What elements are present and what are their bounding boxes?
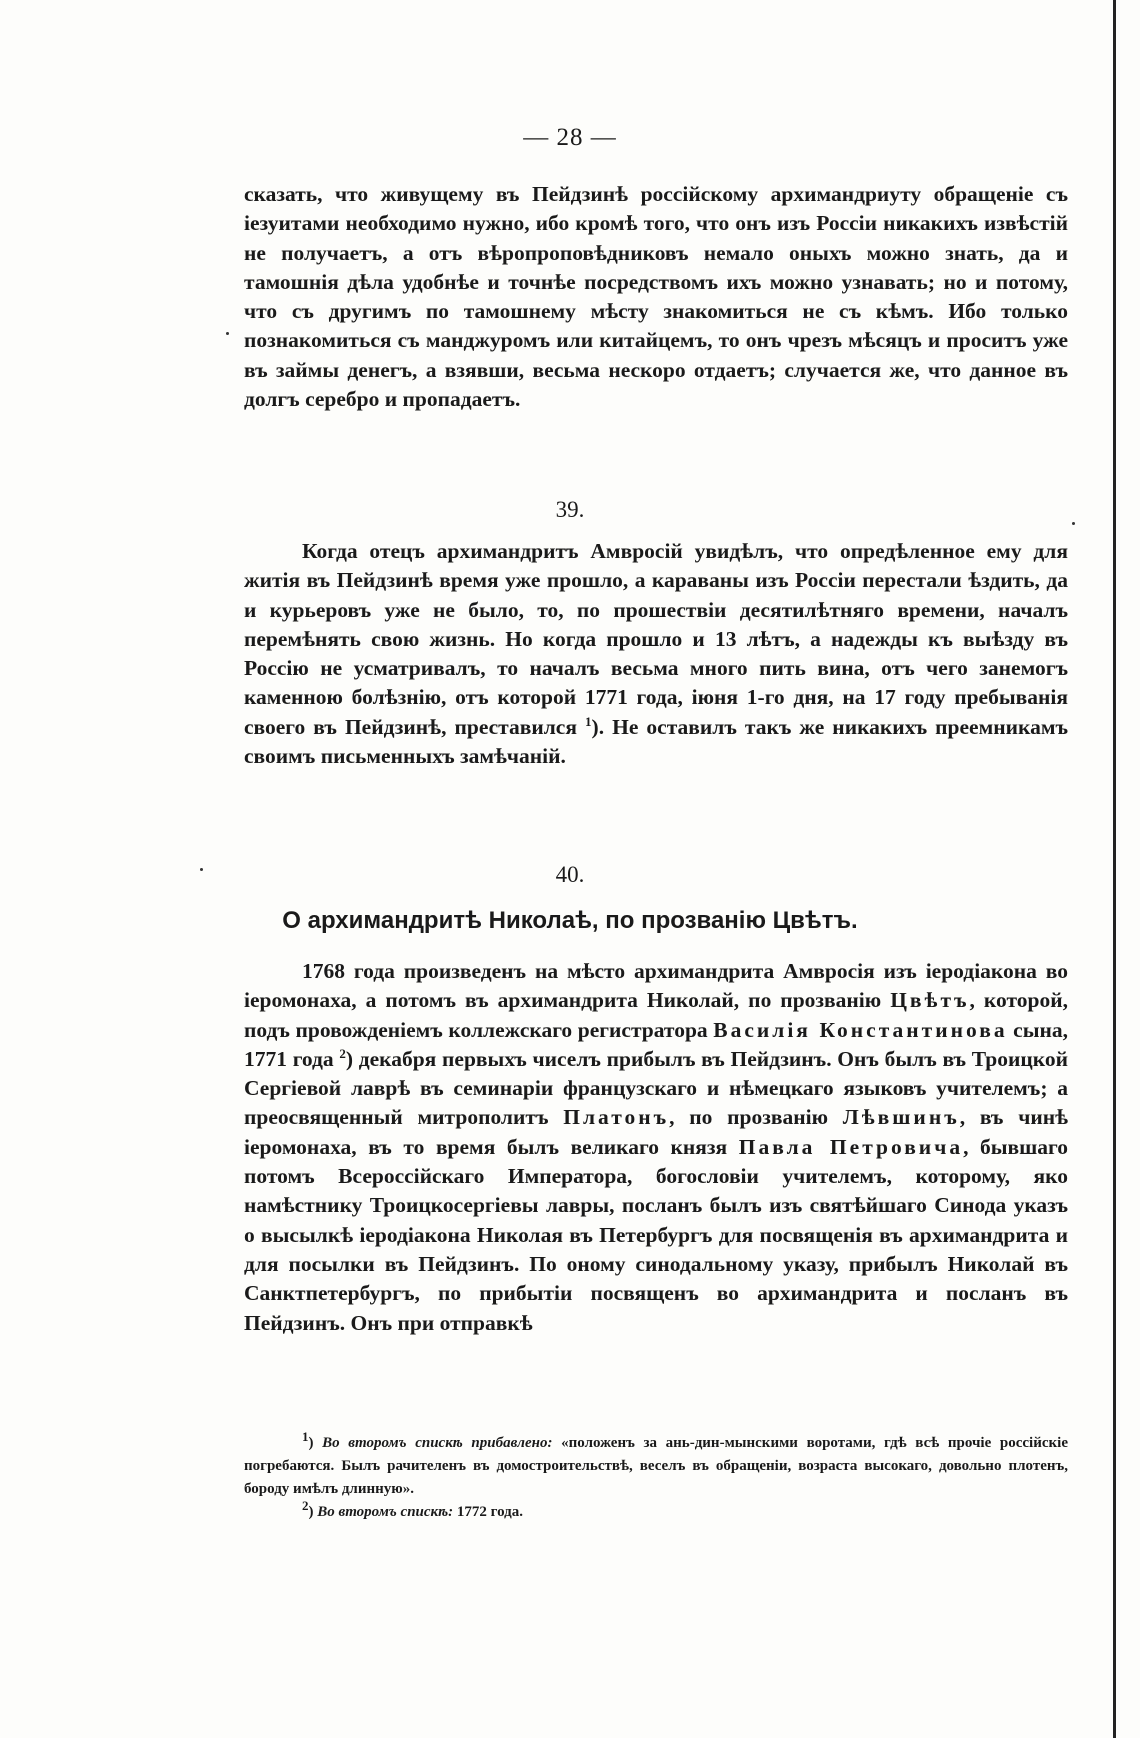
name-platon: Платонъ (563, 1105, 670, 1130)
paragraph-2-text-a: Когда отецъ архимандритъ Амвросій увидѣлъ, что опредѣленное ему для житія въ Пейдзинѣ время уже прошло, а караваны изъ Россіи перестали ѣздить, да и курьеровъ уже не было, то, по прошествіи десятилѣтняго времени, началъ перемѣнять свою жизнь. Но когда прошло и 13 лѣтъ, а надежды къ выѣзду въ Россію не усматривалъ, то началъ весьма много пить вина, отъ чего занемогъ каменною болѣзнію, отъ которой 1771 года, іюня 1-го дня, на 17 году пребыванія своего въ Пейдзинѣ, преставился (244, 539, 1068, 739)
footnote-2-label: Во второмъ спискѣ: (317, 1504, 454, 1520)
footnotes (244, 1429, 1068, 1524)
paragraph-3 (244, 957, 1068, 1338)
paragraph-3-text-a: 1768 года произведенъ на мѣсто архимандрита Амвросія изъ іеродіакона во іеромонаха, а потомъ въ архимандрита Николай, по прозванію (244, 959, 1068, 1013)
paragraph-3-text-e: , по прозванію (669, 1105, 829, 1130)
name-vasily-konstantinov: Василія Константинова (713, 1017, 1008, 1042)
paragraph-2-block (244, 537, 1068, 771)
name-pavel-petrovich: Павла Петровича (738, 1134, 964, 1159)
footnote-1: $^1$) Во второмъ спискѣ прибавлено: «положенъ за ань-дин-мынскими воротами, гдѣ всѣ прочіе россійскіе погребаются. Былъ рачителенъ въ домостроительствѣ, веселъ въ обращеніи, возраста высокаго, довольно плотенъ, бороду имѣлъ длинную». (244, 1429, 1068, 1497)
paragraph-1-block (244, 180, 1068, 414)
page-number: — 28 — (523, 124, 617, 151)
paragraph-2-text-b: ). Не оставилъ такъ же никакихъ преемникамъ своимъ письменныхъ замѣчаній. (244, 714, 1069, 769)
paragraph-3-block (244, 957, 1068, 1338)
paragraph-3-text-f: , въ чинѣ іеромонаха, въ то время былъ великаго князя (244, 1105, 1068, 1159)
section-number-39: 39. (555, 497, 585, 522)
section-heading: О архимандритѣ Николаѣ, по прозванію Цвѣтъ. (282, 907, 858, 934)
speck (226, 332, 229, 335)
footnote-1-label: Во второмъ спискѣ прибавлено: (322, 1435, 553, 1451)
footnote-2: $^2$) Во второмъ спискѣ: 1772 года. (302, 1498, 523, 1520)
section-number-40: 40. (555, 862, 585, 887)
footnote-2-mark: 2 (302, 1498, 309, 1513)
footnote-2-text: 1772 года. (456, 1504, 523, 1520)
footnote-ref-2: 2 (339, 1045, 346, 1061)
paragraph-3-text-g: , бывшаго потомъ Всероссійскаго Императора, богословіи учителемъ, которому, яко намѣстнику Троицкосергіевы лавры, посланъ былъ изъ святѣйшаго Синода указъ о высылкѣ іеродіакона Николая въ Петербургъ для посвященія въ архимандрита и для посылки въ Пейдзинъ. По оному синодальному указу, прибылъ Николай въ Санктпетербургъ, по прибытіи посвященъ во архимандрита и посланъ въ Пейдзинъ. Онъ при отправкѣ (244, 1134, 1069, 1335)
paragraph-1: сказать, что живущему въ Пейдзинѣ россійскому архимандриуту обращеніе съ іезуитами необходимо нужно, ибо кромѣ того, что онъ изъ Россіи никакихъ извѣстій не получаетъ, а отъ вѣропроповѣдниковъ немало оныхъ можно знать, да и тамошнія дѣла удобнѣе и точнѣе посредствомъ ихъ можно узнавать; но и потому, что съ другимъ по тамошнему мѣсту знакомиться не съ кѣмъ. Ибо только познакомиться съ манджуромъ или китайцемъ, то онъ чрезъ мѣсяцъ и проситъ уже въ займы денегъ, а взявши, весьма нескоро отдаетъ; случается же, что данное въ долгъ серебро и пропадаетъ. (244, 182, 1068, 412)
footnote-1-text: «положенъ за ань-дин-мынскими воротами, гдѣ всѣ прочіе россійскіе погребаются. Былъ рачителенъ въ домостроительствѣ, веселъ въ обращеніи, возраста высокаго, довольно плотенъ, бороду имѣлъ длинную». (244, 1435, 1068, 1497)
name-levshin: Лѣвшинъ (842, 1105, 960, 1130)
footnote-1-mark: 1 (302, 1429, 309, 1444)
name-tsvet: Цвѣтъ (890, 988, 970, 1013)
paragraph-2 (244, 537, 1068, 771)
paragraph-3-text-c: сына, 1771 года (244, 1017, 1069, 1071)
paragraph-3-text-b: , которой, подъ провожденіемъ коллежскаго регистратора (244, 988, 1068, 1042)
footnote-ref-1: 1 (585, 713, 592, 729)
paragraph-3-text-d: ) декабря первыхъ чиселъ прибылъ въ Пейдзинъ. Онъ былъ въ Троицкой Сергіевой лаврѣ въ семинаріи французскаго и нѣмецкаго языковъ учителемъ; а преосвященный митрополитъ (244, 1046, 1069, 1130)
